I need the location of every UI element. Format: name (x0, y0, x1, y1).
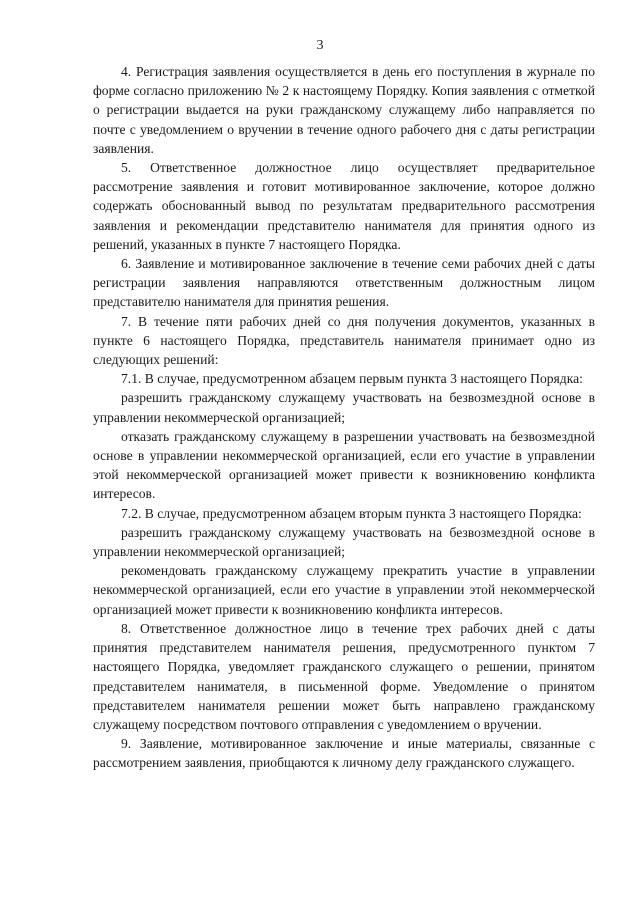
page-number: 3 (316, 38, 324, 53)
paragraph-5: 5. Ответственное должностное лицо осуществляет предварительное рассмотрение заявления и готовит мотивированное заключение, которое должно содержать обоснованный вывод по результатам предварительного рассмотрения заявления и рекомендации представителю нанимателя для принятия одного из решений, указанных в пункте 7 настоящего Порядка. (93, 160, 595, 252)
paragraph-7-1-permit: разрешить гражданскому служащему участвовать на безвозмездной основе в управлении некоммерческой организацией; (93, 390, 595, 425)
paragraph-7-2-recommend: рекомендовать гражданскому служащему прекратить участие в управлении некоммерческой организацией, если его участие в управлении этой некоммерческой организацией может привести к возникновению конфликта интересов. (93, 563, 595, 617)
paragraph-8: 8. Ответственное должностное лицо в течение трех рабочих дней с даты принятия представителем нанимателя решения, предусмотренного пунктом 7 настоящего Порядка, уведомляет гражданского служащего о решении, принятом представителем нанимателя, в письменной форме. Уведомление о принятом представителем нанимателя решении может быть направлено гражданскому служащему посредством почтового отправления с уведомлением о вручении. (93, 620, 595, 732)
paragraph-7-1: 7.1. В случае, предусмотренном абзацем первым пункта 3 настоящего Порядка: (121, 371, 583, 387)
paragraph-9: 9. Заявление, мотивированное заключение и иные материалы, связанные с рассмотрением заявления, приобщаются к личному делу гражданского служащего. (93, 736, 595, 771)
paragraph-7: 7. В течение пяти рабочих дней со дня получения документов, указанных в пункте 6 настоящего Порядка, представитель нанимателя принимает одно из следующих решений: (93, 313, 595, 368)
paragraph-7-2: 7.2. В случае, предусмотренном абзацем вторым пункта 3 настоящего Порядка: (121, 505, 582, 521)
paragraph-7-1-refuse: отказать гражданскому служащему в разрешении участвовать на безвозмездной основе в управлении некоммерческой организацией, если его участие в управлении этой некоммерческой организацией может привести к возникновению конфликта интересов. (93, 428, 595, 502)
document-body (93, 62, 595, 773)
paragraph-4: 4. Регистрация заявления осуществляется в день его поступления в журнале по форме согласно приложению № 2 к настоящему Порядку. Копия заявления с отметкой о регистрации выдается на руки гражданскому служащему либо направляется по почте с уведомлением о вручении в течение одного рабочего дня с даты регистрации заявления. (93, 64, 595, 156)
paragraph-7-2-permit: разрешить гражданскому служащему участвовать на безвозмездной основе в управлении некоммерческой организацией; (93, 524, 595, 560)
paragraph-6: 6. Заявление и мотивированное заключение в течение семи рабочих дней с даты регистрации заявления направляются ответственным должностным лицом представителю нанимателя для принятия решения. (93, 256, 595, 310)
